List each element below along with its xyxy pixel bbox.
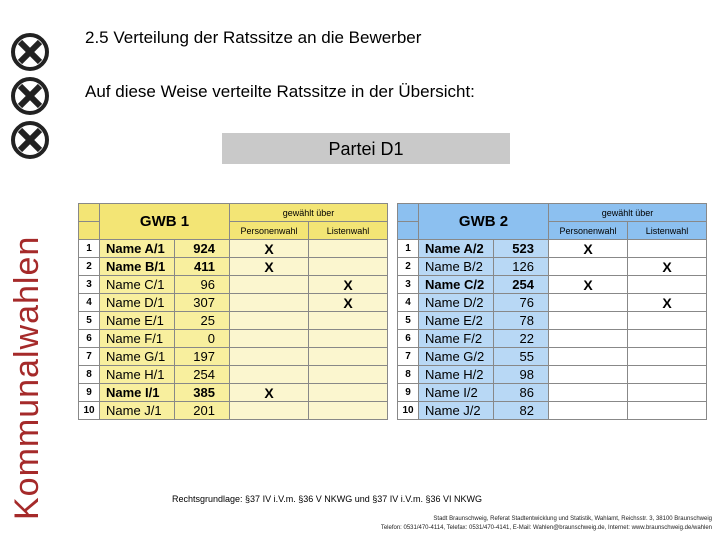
row-number: 8 xyxy=(398,366,419,384)
candidate-name: Name J/2 xyxy=(419,402,494,420)
table-row xyxy=(79,348,388,366)
table-row xyxy=(79,330,388,348)
table-row xyxy=(398,312,707,330)
candidate-name: Name I/2 xyxy=(419,384,494,402)
gwb2-col-person: Personenwahl xyxy=(549,222,628,240)
personenwahl-mark: X xyxy=(549,240,628,258)
personenwahl-mark: X xyxy=(230,384,309,402)
vote-count: 96 xyxy=(175,276,230,294)
candidate-name: Name E/2 xyxy=(419,312,494,330)
gwb1-title: GWB 1 xyxy=(100,204,230,240)
gwb2-table xyxy=(397,203,707,420)
listenwahl-mark: X xyxy=(309,276,388,294)
listenwahl-mark: X xyxy=(628,294,707,312)
vote-count: 78 xyxy=(494,312,549,330)
candidate-name: Name C/2 xyxy=(419,276,494,294)
row-number: 5 xyxy=(398,312,419,330)
footer-line1: Stadt Braunschweig, Referat Stadtentwicklung und Statistik, Wahlamt, Reichsstr. 3, 38100 Braunschweig xyxy=(433,516,712,522)
vote-count: 98 xyxy=(494,366,549,384)
party-label: Partei D1 xyxy=(222,133,510,164)
vote-count: 55 xyxy=(494,348,549,366)
personenwahl-mark xyxy=(549,312,628,330)
listenwahl-mark xyxy=(628,312,707,330)
vertical-title: Kommunalwahlen xyxy=(8,235,46,520)
vote-count: 307 xyxy=(175,294,230,312)
gwb2-gewaehlt: gewählt über xyxy=(549,204,707,222)
listenwahl-mark xyxy=(309,348,388,366)
footer-line2: Telefon: 0531/470-4114, Telefax: 0531/470-4141, E-Mail: Wahlen@braunschweig.de, Internet: www.braunschweig.de/wahlen xyxy=(380,525,712,531)
vote-count: 0 xyxy=(175,330,230,348)
candidate-name: Name H/1 xyxy=(100,366,175,384)
row-number: 7 xyxy=(79,348,100,366)
row-number: 1 xyxy=(79,240,100,258)
personenwahl-mark xyxy=(549,330,628,348)
gwb1-table xyxy=(78,203,388,420)
gwb2-col-liste: Listenwahl xyxy=(628,222,707,240)
listenwahl-mark xyxy=(309,258,388,276)
personenwahl-mark xyxy=(230,366,309,384)
vote-count: 385 xyxy=(175,384,230,402)
candidate-name: Name E/1 xyxy=(100,312,175,330)
listenwahl-mark: X xyxy=(628,258,707,276)
row-number: 7 xyxy=(398,348,419,366)
vote-count: 254 xyxy=(175,366,230,384)
table-row xyxy=(398,348,707,366)
row-number: 10 xyxy=(398,402,419,420)
row-number: 2 xyxy=(398,258,419,276)
table-row xyxy=(398,330,707,348)
listenwahl-mark xyxy=(309,312,388,330)
listenwahl-mark xyxy=(309,240,388,258)
personenwahl-mark xyxy=(230,276,309,294)
table-row xyxy=(79,384,388,402)
row-number: 9 xyxy=(79,384,100,402)
row-number: 4 xyxy=(79,294,100,312)
candidate-name: Name D/1 xyxy=(100,294,175,312)
personenwahl-mark xyxy=(549,366,628,384)
personenwahl-mark: X xyxy=(549,276,628,294)
vote-count: 86 xyxy=(494,384,549,402)
vote-count: 924 xyxy=(175,240,230,258)
vote-count: 25 xyxy=(175,312,230,330)
table-row xyxy=(398,276,707,294)
listenwahl-mark xyxy=(628,276,707,294)
candidate-name: Name G/2 xyxy=(419,348,494,366)
table-row xyxy=(79,312,388,330)
table-row xyxy=(398,258,707,276)
candidate-name: Name A/2 xyxy=(419,240,494,258)
candidate-name: Name F/2 xyxy=(419,330,494,348)
listenwahl-mark xyxy=(628,348,707,366)
personenwahl-mark xyxy=(549,294,628,312)
personenwahl-mark xyxy=(549,402,628,420)
table-row xyxy=(79,240,388,258)
table-row xyxy=(398,240,707,258)
subtitle: Auf diese Weise verteilte Ratssitze in der Übersicht: xyxy=(85,82,475,101)
sidebar xyxy=(0,0,62,540)
table-row xyxy=(398,384,707,402)
table-row xyxy=(398,366,707,384)
listenwahl-mark: X xyxy=(309,294,388,312)
row-number: 10 xyxy=(79,402,100,420)
gwb2-title: GWB 2 xyxy=(419,204,549,240)
page-title: 2.5 Verteilung der Ratssitze an die Bewerber xyxy=(85,28,422,47)
personenwahl-mark: X xyxy=(230,258,309,276)
row-number: 6 xyxy=(398,330,419,348)
candidate-name: Name A/1 xyxy=(100,240,175,258)
listenwahl-mark xyxy=(628,366,707,384)
gwb1-gewaehlt: gewählt über xyxy=(230,204,388,222)
candidate-name: Name H/2 xyxy=(419,366,494,384)
candidate-name: Name G/1 xyxy=(100,348,175,366)
row-number: 3 xyxy=(398,276,419,294)
candidate-name: Name F/1 xyxy=(100,330,175,348)
table-row xyxy=(79,258,388,276)
row-number: 5 xyxy=(79,312,100,330)
listenwahl-mark xyxy=(628,330,707,348)
listenwahl-mark xyxy=(309,384,388,402)
table-row xyxy=(398,294,707,312)
personenwahl-mark xyxy=(549,384,628,402)
row-number: 2 xyxy=(79,258,100,276)
table-row xyxy=(79,366,388,384)
listenwahl-mark xyxy=(309,366,388,384)
vote-count: 411 xyxy=(175,258,230,276)
listenwahl-mark xyxy=(309,402,388,420)
candidate-name: Name D/2 xyxy=(419,294,494,312)
candidate-name: Name B/1 xyxy=(100,258,175,276)
personenwahl-mark xyxy=(230,348,309,366)
row-number: 8 xyxy=(79,366,100,384)
listenwahl-mark xyxy=(628,240,707,258)
personenwahl-mark xyxy=(549,348,628,366)
vote-count: 22 xyxy=(494,330,549,348)
gwb1-col-liste: Listenwahl xyxy=(309,222,388,240)
personenwahl-mark xyxy=(230,294,309,312)
cross-circle-icon xyxy=(10,76,50,116)
table-row xyxy=(79,402,388,420)
vote-count: 82 xyxy=(494,402,549,420)
listenwahl-mark xyxy=(628,402,707,420)
row-number: 3 xyxy=(79,276,100,294)
vote-count: 76 xyxy=(494,294,549,312)
vote-count: 201 xyxy=(175,402,230,420)
personenwahl-mark xyxy=(549,258,628,276)
cross-circle-icon xyxy=(10,120,50,160)
table-row xyxy=(79,294,388,312)
personenwahl-mark: X xyxy=(230,240,309,258)
row-number: 1 xyxy=(398,240,419,258)
candidate-name: Name J/1 xyxy=(100,402,175,420)
vote-count: 254 xyxy=(494,276,549,294)
vote-count: 126 xyxy=(494,258,549,276)
row-number: 6 xyxy=(79,330,100,348)
table-row xyxy=(398,402,707,420)
personenwahl-mark xyxy=(230,330,309,348)
vote-count: 523 xyxy=(494,240,549,258)
candidate-name: Name C/1 xyxy=(100,276,175,294)
candidate-name: Name I/1 xyxy=(100,384,175,402)
personenwahl-mark xyxy=(230,312,309,330)
footer xyxy=(381,515,712,533)
cross-circle-icon xyxy=(10,32,50,72)
table-row xyxy=(79,276,388,294)
row-number: 9 xyxy=(398,384,419,402)
personenwahl-mark xyxy=(230,402,309,420)
legal-basis: Rechtsgrundlage: §37 IV i.V.m. §36 V NKWG und §37 IV i.V.m. §36 VI NKWG xyxy=(172,494,482,504)
listenwahl-mark xyxy=(628,384,707,402)
gwb1-col-person: Personenwahl xyxy=(230,222,309,240)
listenwahl-mark xyxy=(309,330,388,348)
vote-count: 197 xyxy=(175,348,230,366)
candidate-name: Name B/2 xyxy=(419,258,494,276)
row-number: 4 xyxy=(398,294,419,312)
